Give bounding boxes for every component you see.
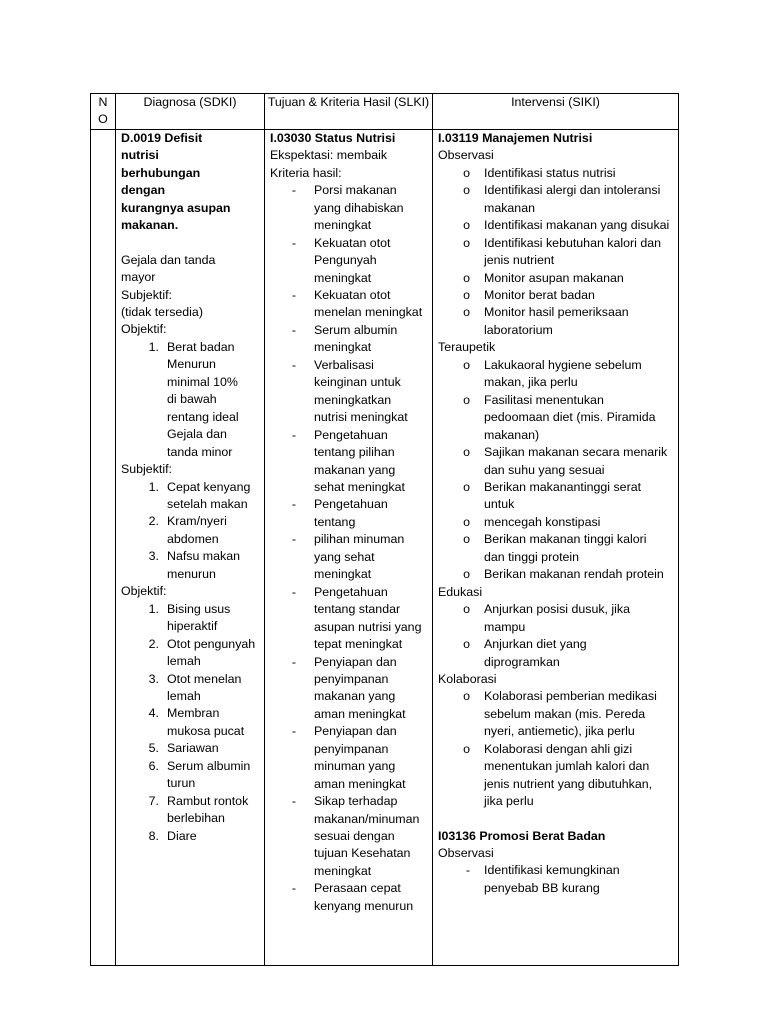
list-item-text: Serum albumin turun: [167, 758, 251, 791]
list-item-text: mencegah konstipasi: [484, 514, 601, 529]
list-marker: -: [291, 322, 296, 337]
list-item-text: Berikan makanan tinggi kalori dan tinggi protein: [484, 532, 647, 564]
list-item-text: Kolaborasi dengan ahli gizi menentukan jumlah kalori dan jenis nutrient yang dibutuhkan, jika perlu: [484, 741, 653, 809]
list-marker: -: [291, 497, 296, 512]
list-marker: 3.: [148, 549, 159, 564]
list-item-text: Monitor hasil pemeriksaan laboratorium: [484, 305, 629, 337]
list-item: [270, 496, 429, 531]
intervensi-observasi-2-list: [438, 862, 675, 897]
diagnosa-subjektif-1-value: (tidak tersedia): [121, 304, 203, 319]
list-item: [438, 287, 675, 304]
list-item-text: Identifikasi alergi dan intoleransi makanan: [484, 183, 661, 215]
list-item: [438, 862, 675, 897]
tujuan-kriteria: Kriteria hasil:: [270, 165, 342, 180]
list-item-text: Identifikasi makanan yang disukai: [484, 218, 670, 233]
list-item: [438, 444, 675, 479]
list-item-text: Sikap terhadap makanan/minuman sesuai dengan tujuan Kesehatan meningkat: [314, 794, 420, 878]
list-item: [270, 723, 429, 793]
diagnosa-subjektif-2: Subjektif:: [121, 462, 172, 477]
list-marker: 6.: [148, 758, 159, 773]
diagnosa-title: D.0019 Defisit nutrisi berhubungan dengan kurangnya asupan makanan.: [121, 130, 231, 233]
list-item: [438, 741, 675, 811]
list-marker: 1.: [148, 601, 159, 616]
list-item-text: Berikan makanan rendah protein: [484, 567, 664, 582]
list-marker: 7.: [148, 793, 159, 808]
list-marker: o: [463, 637, 470, 652]
intervensi-title-2: I03136 Promosi Berat Badan: [438, 828, 606, 843]
list-item: [438, 531, 675, 566]
list-item-text: Pengetahuan tentang pilihan makanan yang sehat meningkat: [314, 427, 405, 494]
list-item-text: Porsi makanan yang dihabiskan meningkat: [314, 183, 404, 233]
tujuan-title: I.03030 Status Nutrisi: [270, 130, 396, 145]
list-item: [121, 793, 261, 828]
list-item: [121, 758, 261, 793]
list-marker: o: [463, 305, 470, 320]
list-marker: o: [463, 741, 470, 756]
tujuan-kriteria-list: [270, 182, 429, 915]
list-item-text: Identifikasi kebutuhan kalori dan jenis nutrient: [484, 235, 662, 268]
list-marker: -: [291, 654, 296, 669]
list-item: [270, 427, 429, 497]
list-item-text: Diare: [167, 828, 197, 843]
list-item-text: Cepat kenyang setelah makan: [167, 479, 251, 511]
list-item: [270, 357, 429, 427]
list-marker: -: [291, 235, 296, 250]
list-marker: o: [463, 287, 470, 302]
list-marker: -: [291, 532, 296, 547]
list-marker: -: [465, 863, 470, 878]
list-marker: -: [291, 584, 296, 599]
diagnosa-objektif-1: Objektif:: [121, 322, 167, 337]
list-item: [270, 880, 429, 915]
diagnosa-subjektif-1: Subjektif:: [121, 287, 172, 302]
list-marker: -: [291, 183, 296, 198]
list-marker: o: [463, 445, 470, 460]
list-item-text: Perasaan cepat kenyang menurun: [314, 881, 414, 913]
list-item: [438, 514, 675, 531]
list-item: [270, 584, 429, 654]
list-item: [438, 217, 675, 234]
cell-intervensi: [433, 129, 679, 965]
list-marker: -: [291, 794, 296, 809]
list-item: [121, 740, 261, 757]
list-marker: o: [463, 479, 470, 494]
list-marker: 4.: [148, 706, 159, 721]
list-item: [438, 182, 675, 217]
list-marker: 8.: [148, 828, 159, 843]
list-marker: 5.: [148, 741, 159, 756]
list-item: [121, 548, 261, 583]
list-item: [270, 182, 429, 234]
list-item-text: Verbalisasi keinginan untuk meningkatkan nutrisi meningkat: [314, 357, 408, 425]
list-item-text: Anjurkan posisi dusuk, jika mampu: [484, 602, 631, 634]
list-marker: o: [463, 689, 470, 704]
diagnosa-gejala-mayor: Gejala dan tanda mayor: [121, 252, 216, 285]
diagnosa-objektif-2: Objektif:: [121, 584, 167, 599]
header-no: NO: [91, 94, 116, 130]
list-item: [438, 636, 675, 671]
list-item-text: Fasilitasi menentukan pedoomaan diet (mis. Piramida makanan): [484, 392, 656, 442]
list-marker: o: [463, 183, 470, 198]
list-marker: o: [463, 270, 470, 285]
cell-tujuan: [265, 129, 433, 965]
list-item-text: Anjurkan diet yang diprogramkan: [484, 637, 587, 669]
list-item-text: pilihan minuman yang sehat meningkat: [314, 532, 405, 582]
list-item-text: Penyiapan dan penyimpanan makanan yang aman meningkat: [314, 654, 406, 721]
list-item: [121, 479, 261, 514]
list-item: [121, 705, 261, 740]
list-item: [438, 235, 675, 270]
list-marker: 1.: [148, 479, 159, 494]
list-marker: 3.: [148, 671, 159, 686]
list-item-text: Rambut rontok berlebihan: [167, 793, 249, 826]
intervensi-terapeutik-list: [438, 357, 675, 584]
list-item-text: Otot pengunyah lemah: [167, 636, 256, 669]
list-item: [438, 357, 675, 392]
list-item-text: Kram/nyeri abdomen: [167, 514, 227, 546]
list-marker: 2.: [148, 636, 159, 651]
list-item-text: Otot menelan lemah: [167, 671, 242, 703]
list-marker: -: [291, 724, 296, 739]
list-item-text: Penyiapan dan penyimpanan minuman yang aman meningkat: [314, 724, 406, 791]
list-item-text: Kekuatan otot Pengunyah meningkat: [314, 235, 391, 285]
list-item-text: Monitor asupan makanan: [484, 270, 624, 285]
list-item: [270, 287, 429, 322]
list-item: [438, 479, 675, 514]
header-diagnosa: Diagnosa (SDKI): [116, 94, 265, 130]
list-item: [438, 566, 675, 583]
cell-no: [91, 129, 116, 965]
intervensi-kolaborasi: Kolaborasi: [438, 671, 497, 686]
intervensi-edukasi-list: [438, 601, 675, 671]
list-item-text: Identifikasi kemungkinan penyebab BB kurang: [484, 863, 620, 895]
list-item-text: Kekuatan otot menelan meningkat: [314, 287, 423, 320]
intervensi-title-1: I.03119 Manajemen Nutrisi: [438, 130, 593, 145]
list-item: [270, 235, 429, 287]
diagnosa-objektif-2-list: [121, 601, 261, 845]
header-intervensi: Intervensi (SIKI): [433, 94, 679, 130]
list-item: [438, 392, 675, 444]
list-item-text: Lakukaoral hygiene sebelum makan, jika perlu: [484, 357, 642, 390]
document-page: [90, 93, 678, 966]
tujuan-ekspektasi: Ekspektasi: membaik: [270, 148, 388, 163]
list-marker: o: [463, 602, 470, 617]
list-item-text: Identifikasi status nutrisi: [484, 165, 616, 180]
intervensi-observasi: Observasi: [438, 148, 494, 163]
list-marker: o: [463, 218, 470, 233]
list-marker: 2.: [148, 514, 159, 529]
header-row: [91, 94, 679, 130]
list-item-text: Membran mukosa pucat: [167, 706, 245, 738]
intervensi-terapeutik: Teraupetik: [438, 340, 496, 355]
list-item-text: Monitor berat badan: [484, 287, 595, 302]
care-plan-table: [90, 93, 679, 966]
list-marker: o: [463, 514, 470, 529]
list-item-text: Sajikan makanan secara menarik dan suhu yang sesuai: [484, 445, 668, 477]
list-item: [121, 601, 261, 636]
list-item: [270, 531, 429, 583]
list-item: [438, 304, 675, 339]
list-item: 1. Berat badan Menurun minimal 10% di bawah rentang ideal Gejala dan tanda minor: [148, 339, 239, 459]
list-item-text: Pengetahuan tentang standar asupan nutrisi yang tepat meningkat: [314, 584, 422, 652]
intervensi-observasi-2: Observasi: [438, 846, 494, 861]
list-marker: -: [291, 427, 296, 442]
list-item: [270, 793, 429, 880]
list-item: [270, 322, 429, 357]
diagnosa-subjektif-2-list: [121, 479, 261, 584]
list-marker: o: [463, 235, 470, 250]
list-item: [438, 270, 675, 287]
list-item: [121, 828, 261, 845]
list-marker: -: [291, 881, 296, 896]
list-item: [121, 671, 261, 706]
list-marker: o: [463, 392, 470, 407]
list-marker: -: [291, 357, 296, 372]
list-item: [438, 601, 675, 636]
list-item-text: Pengetahuan tentang: [314, 497, 388, 529]
list-item-text: Kolaborasi pemberian medikasi sebelum makan (mis. Pereda nyeri, antiemetic), jika perlu: [484, 689, 657, 739]
list-item: [121, 636, 261, 671]
list-marker: o: [463, 357, 470, 372]
intervensi-observasi-list: [438, 165, 675, 340]
list-item: [270, 654, 429, 724]
list-item-text: Serum albumin meningkat: [314, 322, 398, 355]
intervensi-kolaborasi-list: [438, 688, 675, 810]
cell-diagnosa: [116, 129, 265, 965]
list-marker: o: [463, 567, 470, 582]
list-marker: o: [463, 165, 470, 180]
header-tujuan: Tujuan & Kriteria Hasil (SLKI): [265, 94, 433, 130]
list-marker: -: [291, 287, 296, 302]
list-item: [121, 513, 261, 548]
list-item: [438, 688, 675, 740]
list-item-text: Nafsu makan menurun: [167, 549, 241, 581]
intervensi-edukasi: Edukasi: [438, 584, 483, 599]
list-item: [438, 165, 675, 182]
list-item-text: Sariawan: [167, 741, 219, 756]
list-item-text: Berikan makanantinggi serat untuk: [484, 479, 642, 512]
list-marker: o: [463, 532, 470, 547]
content-row: [91, 129, 679, 965]
list-item-text: Bising usus hiperaktif: [167, 601, 231, 634]
